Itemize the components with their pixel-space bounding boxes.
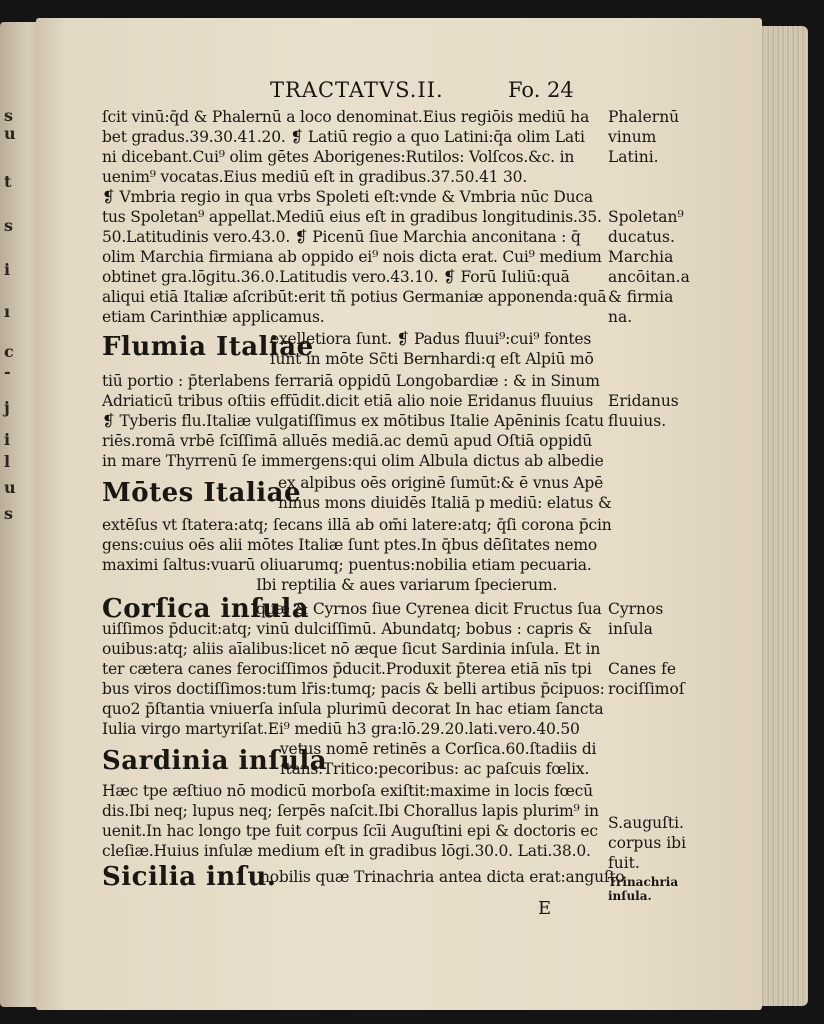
text-line: 50.Latitudinis vero.43.0. ❡ Picenū ſiue Marchia anconitana : q̄ [102, 228, 581, 246]
margin-note: & firmia [608, 288, 674, 306]
margin-note: Cyrnos [608, 600, 664, 618]
margin-note: fuit. [608, 854, 640, 872]
left-margin-char: t [4, 172, 12, 191]
text-line: cleſiæ.Huius inſulæ medium eſt in gradibus lōgi.30.0. Lati.38.0. [102, 842, 591, 860]
left-margin-char: s [4, 504, 14, 523]
section-heading: Sardinia inſula [102, 746, 328, 776]
folio-number: Fo. 24 [508, 78, 574, 102]
left-margin-char: j [4, 398, 10, 417]
section-heading: Corſica inſula [102, 594, 310, 624]
text-line: etiam Carinthiæ applicamus. [102, 308, 325, 326]
margin-note: vinum [608, 128, 657, 146]
text-line: nobilis quæ Trinachria antea dicta erat:anguſto [260, 868, 625, 886]
margin-note: Trinachria [608, 875, 679, 889]
left-margin-char: u [4, 124, 16, 143]
text-line: bet gradus.39.30.41.20. ❡ Latiū regio a quo Latini:q̄a olim Lati [102, 128, 585, 146]
text-line: ſcit vinū:q̄d & Phalernū a loco denominat.Eius regiōis mediū ha [102, 108, 590, 126]
margin-note: inſula [608, 620, 653, 638]
margin-note: rociſſimoſ [608, 680, 685, 698]
text-line: Adriaticū tribus oſtiis effūdit.dicit etiā alio noie Eridanus fluuius [102, 392, 594, 410]
text-line: extēſus vt ſtatera:atq; ſecans illā ab om̄i latere:atq; q̄ſi corona p̄cin [102, 516, 612, 534]
text-line: exelletiora ſunt. ❡ Padus fluui⁹:cui⁹ fontes [270, 330, 592, 348]
margin-note: ancōitan.a [608, 268, 690, 286]
signature-mark: E [538, 898, 552, 919]
text-line: riēs.romā vrbē ſcīſſimā alluēs mediā.ac demū apud Oſtiā oppidū [102, 432, 592, 450]
margin-note: fluuius. [608, 412, 667, 430]
left-margin-char: l [4, 452, 11, 471]
left-margin-char: c [4, 342, 14, 361]
text-line: ſtans.Tritico:pecoribus: ac paſcuis fœlix. [280, 760, 590, 778]
text-line: Hæc tpe æſtiuo nō modicū morboſa exiſtit:maxime in locis fœcū [102, 782, 593, 800]
text-line: aliqui etiā Italiæ aſcribūt:erit tñ potius Germaniæ apponenda:quā [102, 288, 607, 306]
left-margin-char: i [4, 260, 11, 279]
text-line: ❡ Vmbria regio in qua vrbs Spoleti eſt:vnde & Vmbria nūc Duca [102, 188, 593, 206]
text-line: uenim⁹ vocatas.Eius mediū eſt in gradibus.37.50.41 30. [102, 168, 528, 186]
margin-note: Canes fe [608, 660, 677, 678]
page-header [0, 78, 824, 108]
margin-note: Marchia [608, 248, 674, 266]
text-line: dis.Ibi neq; lupus neq; ſerpēs naſcit.Ibi Chorallus lapis plurim⁹ in [102, 802, 599, 820]
text-line: uiſſimos p̄ducit:atq; vinū dulciſſimū. Abundatq; bobus : capris & [102, 620, 592, 638]
text-line: Iulia virgo martyriſat.Ei⁹ mediū h3 gra:lō.29.20.lati.vero.40.50 [102, 720, 580, 738]
text-line: vetus nomē retinēs a Corſica.60.ſtadiis di [280, 740, 597, 758]
margin-note: S.auguſti. [608, 814, 684, 832]
left-margin-char: ı [4, 302, 11, 321]
running-head: TRACTATVS.II. [270, 78, 444, 102]
text-line: ninus mons diuidēs Italiā p mediū: elatus & [278, 494, 612, 512]
text-line: ❡ Tyberis flu.Italiæ vulgatiſſimus ex mōtibus Italie Apēninis ſcatu [102, 412, 604, 430]
text-line: olim Marchia firmiana ab oppido ei⁹ nois dicta erat. Cui⁹ medium [102, 248, 602, 266]
margin-note: na. [608, 308, 633, 326]
text-line: ni dicebant.Cui⁹ olim gētes Aborigenes:Rutilos: Volſcos.&c. in [102, 148, 575, 166]
right-page-edges [760, 26, 808, 1006]
section-heading: Flumia Italiae [102, 332, 314, 362]
text-line: bus viros doctiſſimos:tum lr̄is:tumq; pacis & belli artibus p̄cipuos: [102, 680, 605, 698]
text-line: maximi ſaltus:vuarū oliuarumq; puentus:nobilia etiam pecuaria. [102, 556, 592, 574]
text-line: in mare Thyrrenū ſe immergens:qui olim Albula dictus ab albedie [102, 452, 604, 470]
margin-note: Eridanus [608, 392, 679, 410]
text-line: uenit.In hac longo tpe fuit corpus ſcīi Auguſtini epi & doctoris ec [102, 822, 598, 840]
margin-note: corpus ibi [608, 834, 687, 852]
margin-note: inſula. [608, 889, 652, 903]
left-margin-char: u [4, 478, 16, 497]
left-margin-char: - [4, 362, 11, 381]
text-line: Ibi reptilia & aues variarum ſpecierum. [256, 576, 558, 594]
margin-note: Phalernū [608, 108, 680, 126]
text-line: ouibus:atq; aliis aīalibus:licet nō æque ſicut Sardinia inſula. Et in [102, 640, 601, 658]
text-line: ter cætera canes ferociſſimos p̄ducit.Produxit p̄terea etiā nīs tpi [102, 660, 592, 678]
text-line: tus Spoletan⁹ appellat.Mediū eius eſt in gradibus longitudinis.35. [102, 208, 602, 226]
section-heading: Mōtes Italiae [102, 478, 302, 508]
margin-note: Spoletan⁹ [608, 208, 684, 226]
text-line: tiū portio : p̄terlabens ferrariā oppidū Longobardiæ : & in Sinum [102, 372, 600, 390]
text-line: gens:cuius oēs alii mōtes Italiæ ſunt ptes.In q̄bus dēſitates nemo [102, 536, 598, 554]
text-line: ſunt in mōte Sc̄ti Bernhardi:q eſt Alpiū mō [270, 350, 594, 368]
left-margin-char: i [4, 430, 11, 449]
text-line: quo2 p̄ſtantia vniuerſa inſula plurimū decorat In hac etiam ſancta [102, 700, 604, 718]
text-line: obtinet gra.lōgitu.36.0.Latitudis vero.43.10. ❡ Forū Iuliū:quā [102, 268, 570, 286]
section-heading: Sicilia inſu. [102, 862, 277, 892]
text-line: quæ & Cyrnos ſiue Cyrenea dicit Fructus ſua [256, 600, 602, 618]
left-margin-char: s [4, 216, 14, 235]
left-margin-char: s [4, 106, 14, 125]
margin-note: Latini. [608, 148, 659, 166]
text-line: ex alpibus oēs originē ſumūt:& ē vnus Apē [278, 474, 604, 492]
margin-note: ducatus. [608, 228, 675, 246]
